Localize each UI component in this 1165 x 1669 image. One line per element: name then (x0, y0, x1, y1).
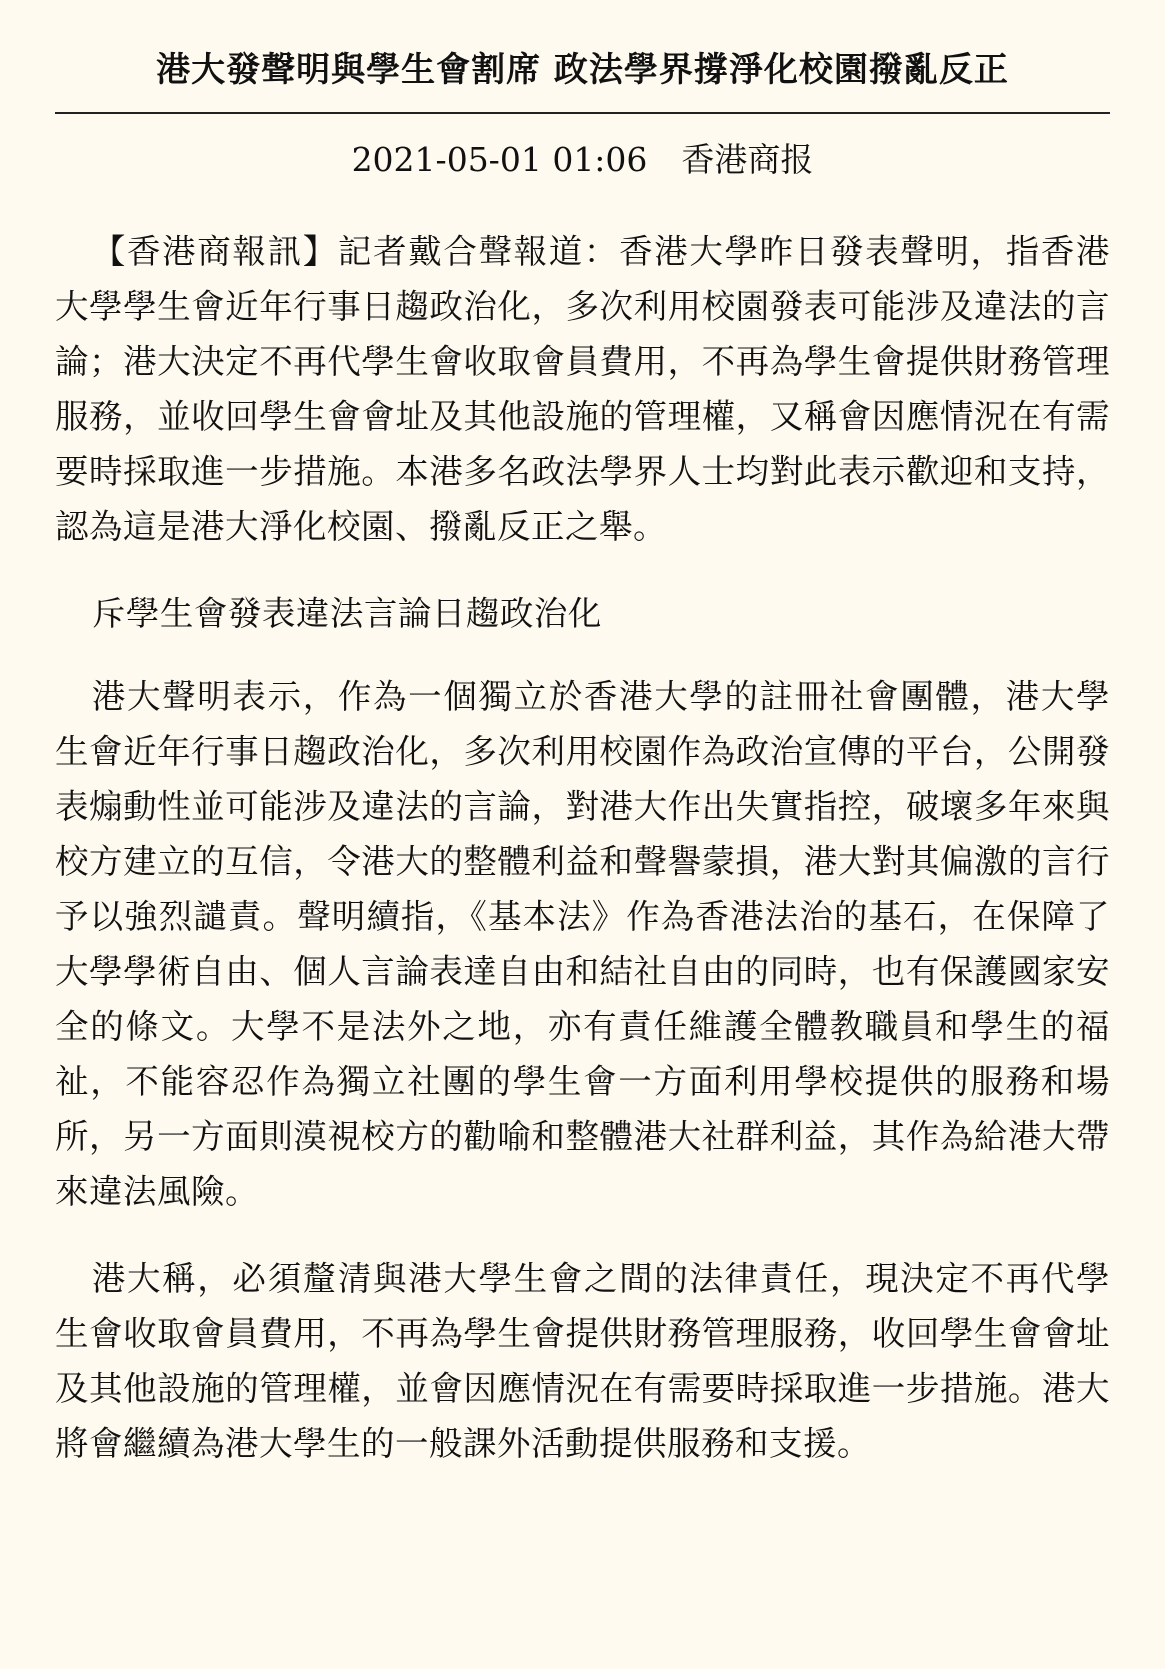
article-meta (55, 136, 1110, 184)
article-datetime: 2021-05-01 01:06 (351, 140, 648, 179)
article-headline: 港大發聲明與學生會割席 政法學界撐淨化校園撥亂反正 (156, 50, 1009, 90)
article-source: 香港商报 (681, 140, 814, 179)
article-paragraph: 港大聲明表示，作為一個獨立於香港大學的註冊社會團體，港大學生會近年行事日趨政治化，多次利用校園作為政治宣傳的平台，公開發表煽動性並可能涉及違法的言論，對港大作出失實指控，破壞多年來與校方建立的互信，令港大的整體利益和聲譽蒙損，港大對其偏激的言行予以強烈譴責。聲明續指，《基本法》作為香港法治的基石，在保障了大學學術自由、個人言論表達自由和結社自由的同時，也有保護國家安全的條文。大學不是法外之地，亦有責任維護全體教職員和學生的福祉，不能容忍作為獨立社團的學生會一方面利用學校提供的服務和場所，另一方面則漠視校方的勸喻和整體港大社群利益，其作為給港大帶來違法風險。 (55, 677, 1110, 1211)
article-paragraph: 【香港商報訊】記者戴合聲報道：香港大學昨日發表聲明，指香港大學學生會近年行事日趨政治化，多次利用校園發表可能涉及違法的言論；港大決定不再代學生會收取會員費用，不再為學生會提供財務管理服務，並收回學生會會址及其他設施的管理權，又稱會因應情況在有需要時採取進一步措施。本港多名政法學界人士均對此表示歡迎和支持，認為這是港大淨化校園、撥亂反正之舉。 (55, 232, 1110, 546)
article-paragraph: 港大稱，必須釐清與港大學生會之間的法律責任，現決定不再代學生會收取會員費用，不再為學生會提供財務管理服務，收回學生會會址及其他設施的管理權，並會因應情況在有需要時採取進一步措施。港大將會繼續為港大學生的一般課外活動提供服務和支援。 (55, 1259, 1110, 1463)
headline-divider (55, 112, 1110, 114)
article-body (55, 224, 1110, 1471)
article-subheading: 斥學生會發表違法言論日趨政治化 (91, 594, 602, 633)
